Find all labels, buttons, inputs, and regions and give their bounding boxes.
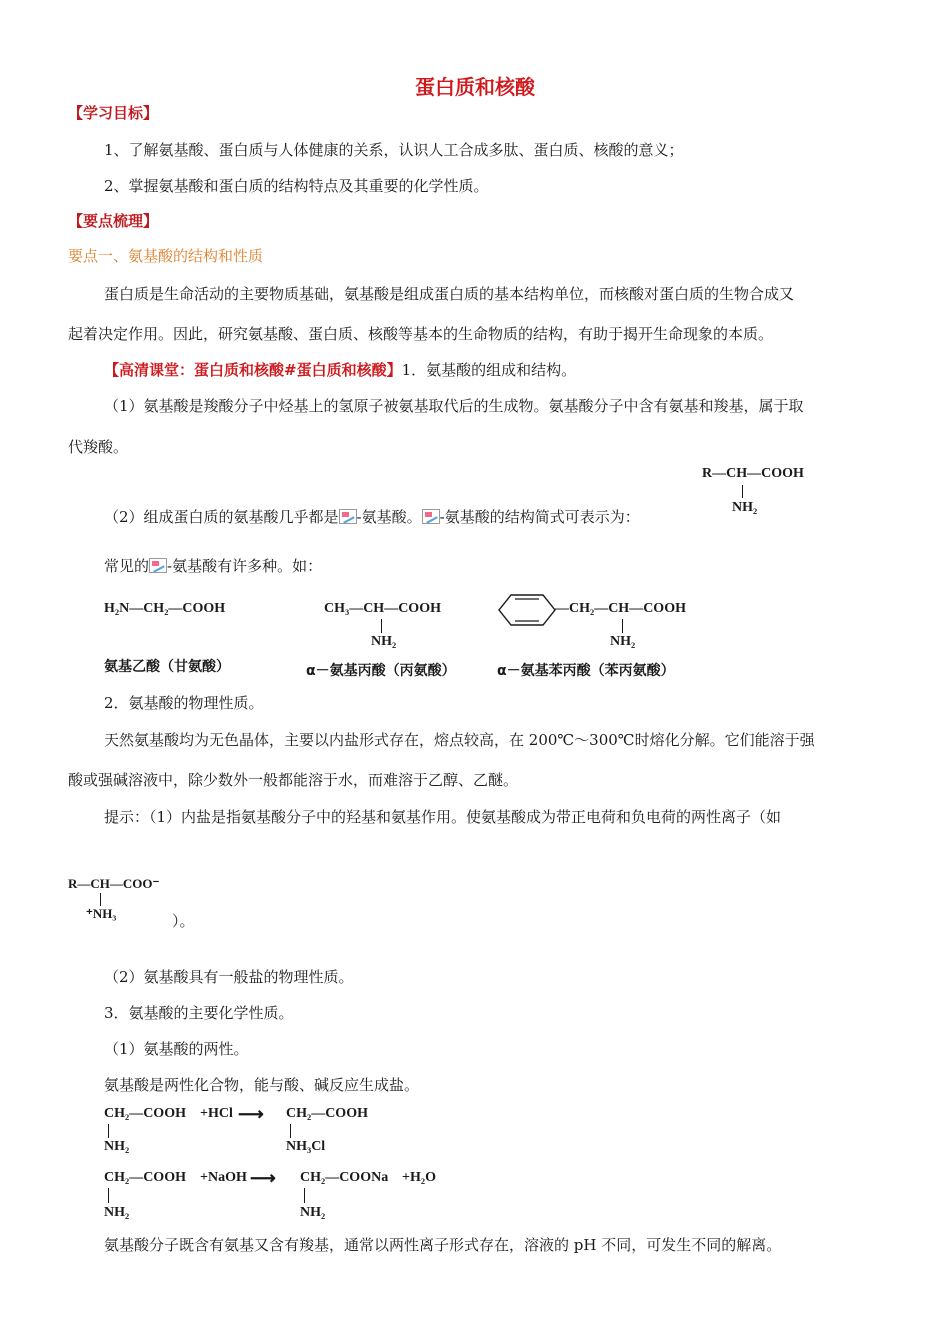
p3-text-b: -氨基酸有许多种。如： [167, 557, 323, 575]
chem-property-1: （1）氨基酸的两性。 [104, 1040, 249, 1058]
glycine-structure [104, 601, 274, 681]
rxn1-product: CH₂—COOH [286, 1106, 368, 1121]
general-formula-nh2: NH₂ [732, 500, 758, 515]
zwitterion-top: R—CH—COO⁻ [68, 876, 160, 891]
broken-image-icon [422, 509, 440, 524]
hd-class-line [104, 361, 576, 379]
bond-line [108, 1124, 109, 1138]
intro-line-2: 起着决定作用。因此，研究氨基酸、蛋白质、核酸等基本的生命物质的结构，有助于揭开生命现象的本质。 [68, 325, 774, 343]
alanine-name: α－氨基丙酸（丙氨酸） [306, 663, 456, 679]
alanine-formula: CH₃—CH—COOH [324, 601, 441, 616]
p2-text-b: -氨基酸。 [356, 508, 422, 526]
p3-text-a: 常见的 [104, 557, 150, 575]
phys-line-2: 酸或强碱溶液中，除少数外一般都能溶于水，而难溶于乙醇、乙醚。 [68, 771, 519, 789]
point-1-heading: 要点一、氨基酸的结构和性质 [68, 247, 264, 265]
broken-image-icon [149, 558, 167, 573]
rxn1-product-sub: NH₃Cl [286, 1139, 326, 1154]
rxn2-reactant-nh2: NH₂ [104, 1205, 130, 1220]
bond-line [622, 619, 623, 633]
hint-line-1: 提示：（1）内盐是指氨基酸分子中的羟基和氨基作用。使氨基酸成为带正电荷和负电荷的两性离子（如 [104, 808, 782, 826]
rxn1-arrow: ⟶ [238, 1104, 264, 1124]
alanine-nh2: NH₂ [371, 634, 397, 649]
p2-text-c: -氨基酸的结构简式可表示为： [439, 508, 640, 526]
phenylalanine-formula: —CH₂—CH—COOH [555, 601, 686, 616]
reaction-naoh [104, 1170, 464, 1224]
section-goals-heading: 【学习目标】 [68, 104, 159, 122]
bond-line [742, 485, 743, 498]
broken-image-icon [339, 509, 357, 524]
zwitterion-structure [68, 876, 188, 926]
general-amino-acid-formula [702, 466, 832, 526]
bond-line [108, 1188, 109, 1203]
phenylalanine-structure [497, 592, 707, 682]
intro-line-1: 蛋白质是生命活动的主要物质基础，氨基酸是组成蛋白质的基本结构单位，而核酸对蛋白质的生物合成又 [104, 285, 795, 303]
bond-line [290, 1124, 291, 1138]
phys-line-1: 天然氨基酸均为无色晶体，主要以内盐形式存在，熔点较高，在 200℃～300℃时熔化分解。它们能溶于强 [104, 731, 815, 749]
rxn2-reactant: CH₂—COOH [104, 1170, 186, 1185]
goal-2: 2、掌握氨基酸和蛋白质的结构特点及其重要的化学性质。 [104, 177, 489, 195]
last-line: 氨基酸分子既含有氨基又含有羧基，通常以两性离子形式存在，溶液的 pH 不同，可发生不同的解离。 [104, 1236, 782, 1254]
bond-line [100, 893, 101, 906]
alanine-structure [306, 601, 486, 681]
sub1-heading: 1．氨基酸的组成和结构。 [401, 361, 577, 379]
rxn2-product: CH₂—COONa [300, 1170, 389, 1185]
hint-2: （2）氨基酸具有一般盐的物理性质。 [104, 968, 354, 986]
general-formula-top: R—CH—COOH [702, 466, 804, 481]
glycine-name: 氨基乙酸（甘氨酸） [104, 659, 230, 675]
hint-close: ）。 [172, 912, 195, 930]
bond-line [304, 1188, 305, 1203]
reaction-hcl [104, 1106, 404, 1158]
rxn2-plus: +NaOH [200, 1170, 247, 1185]
rxn2-plus2: +H₂O [402, 1170, 436, 1185]
rxn2-arrow: ⟶ [250, 1168, 276, 1188]
glycine-formula: H₂N—CH₂—COOH [104, 601, 226, 616]
benzene-ring-icon [497, 592, 557, 628]
hd-class-label: 【高清课堂：蛋白质和核酸#蛋白质和核酸】 [104, 361, 402, 379]
rxn1-reactant: CH₂—COOH [104, 1106, 186, 1121]
p2-line [104, 508, 640, 526]
p3-line [104, 557, 322, 575]
sub2-heading: 2．氨基酸的物理性质。 [104, 694, 264, 712]
section-points-heading: 【要点梳理】 [68, 212, 159, 230]
sub3-heading: 3．氨基酸的主要化学性质。 [104, 1004, 294, 1022]
p1-line-1: （1）氨基酸是羧酸分子中烃基上的氢原子被氨基取代后的生成物。氨基酸分子中含有氨基和羧基，属于取 [104, 397, 804, 415]
rxn1-plus: +HCl [200, 1106, 233, 1121]
rxn2-product-sub: NH₂ [300, 1205, 326, 1220]
amphoteric-text: 氨基酸是两性化合物，能与酸、碱反应生成盐。 [104, 1076, 420, 1094]
zwitterion-bottom: ⁺NH₃ [86, 906, 117, 921]
phenylalanine-name: α－氨基苯丙酸（苯丙氨酸） [497, 663, 675, 679]
rxn1-reactant-nh2: NH₂ [104, 1139, 130, 1154]
p2-text-a: （2）组成蛋白质的氨基酸几乎都是 [104, 508, 339, 526]
p1-line-2: 代羧酸。 [68, 438, 129, 456]
bond-line [381, 619, 382, 633]
goal-1: 1、了解氨基酸、蛋白质与人体健康的关系，认识人工合成多肽、蛋白质、核酸的意义； [104, 141, 684, 159]
phenylalanine-nh2: NH₂ [610, 634, 636, 649]
page-title: 蛋白质和核酸 [415, 75, 535, 99]
